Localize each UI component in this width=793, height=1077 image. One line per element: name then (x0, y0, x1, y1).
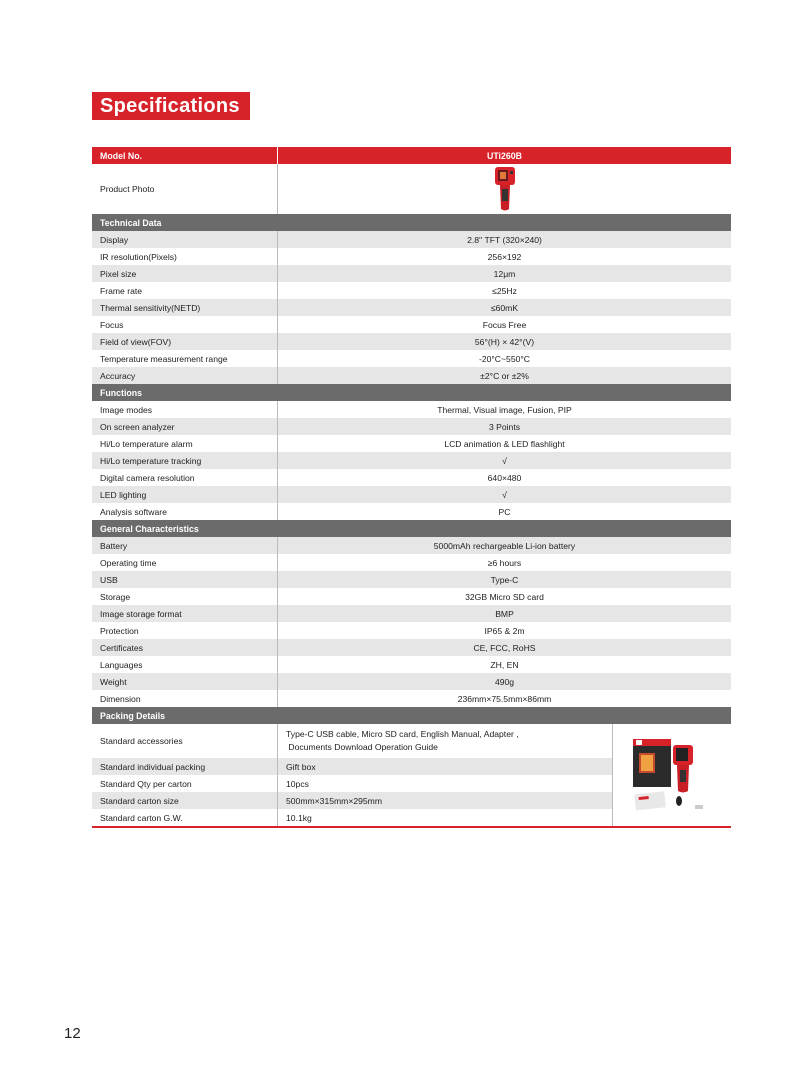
table-row (92, 452, 731, 469)
table-row (92, 333, 731, 350)
row-label: Display (92, 231, 278, 248)
row-value: LCD animation & LED flashlight (444, 438, 565, 449)
accessories-line-1: Type-C USB cable, Micro SD card, English Manual, Adapter , (286, 729, 519, 739)
table-row (92, 248, 731, 265)
row-label: Certificates (92, 639, 278, 656)
table-row (92, 537, 731, 554)
row-value: 3 Points (488, 421, 521, 432)
row-label: Digital camera resolution (92, 469, 278, 486)
row-value: 32GB Micro SD card (465, 591, 544, 602)
row-value: 2.8'' TFT (320×240) (467, 234, 542, 245)
section-functions: Functions (92, 384, 731, 401)
row-label: IR resolution(Pixels) (92, 248, 278, 265)
row-label: Protection (92, 622, 278, 639)
table-row (92, 299, 731, 316)
table-row (92, 639, 731, 656)
table-row (92, 809, 613, 826)
row-value: ≤25Hz (492, 285, 517, 296)
row-value: Focus Free (482, 319, 527, 330)
table-row (92, 231, 731, 248)
row-label: Field of view(FOV) (92, 333, 278, 350)
table-row (92, 588, 731, 605)
table-row (92, 690, 731, 707)
table-row (92, 605, 731, 622)
row-value: ZH, EN (490, 659, 519, 670)
row-value: Gift box (278, 758, 613, 775)
row-label: Standard individual packing (92, 758, 278, 775)
row-value: 500mm×315mm×295mm (278, 792, 613, 809)
packing-block (92, 724, 731, 826)
row-value: IP65 & 2m (484, 625, 525, 636)
row-value: 12μm (493, 268, 516, 279)
row-label: Focus (92, 316, 278, 333)
row-label: Temperature measurement range (92, 350, 278, 367)
row-value: -20°C~550°C (478, 353, 531, 364)
row-value: BMP (495, 608, 514, 619)
row-value: Thermal, Visual image, Fusion, PIP (437, 404, 572, 415)
product-photo-label: Product Photo (92, 164, 278, 214)
row-label: Standard carton G.W. (92, 809, 278, 826)
row-value: 236mm×75.5mm×86mm (457, 693, 552, 704)
table-row (92, 656, 731, 673)
table-row (92, 673, 731, 690)
section-packing-details: Packing Details (92, 707, 731, 724)
row-label: Battery (92, 537, 278, 554)
model-header-row (92, 147, 731, 164)
spec-table (92, 147, 731, 828)
row-label: USB (92, 571, 278, 588)
row-value: PC (498, 506, 511, 517)
table-row (92, 792, 613, 809)
row-value: √ (502, 455, 507, 466)
row-label: Analysis software (92, 503, 278, 520)
table-bottom-rule (92, 826, 731, 828)
row-value: 640×480 (487, 472, 522, 483)
row-value: 10.1kg (278, 809, 613, 826)
row-label: Languages (92, 656, 278, 673)
row-label: LED lighting (92, 486, 278, 503)
row-label: Operating time (92, 554, 278, 571)
table-row (92, 401, 731, 418)
table-row (92, 775, 613, 792)
table-row (92, 622, 731, 639)
row-label: Standard accessories (92, 724, 278, 758)
table-row (92, 316, 731, 333)
product-photo-row (92, 164, 731, 214)
section-technical-data: Technical Data (92, 214, 731, 231)
row-label: Storage (92, 588, 278, 605)
model-label: Model No. (92, 147, 278, 164)
row-value: ≤60mK (490, 302, 519, 313)
thermal-camera-image (492, 165, 518, 213)
row-value: 490g (494, 676, 515, 687)
row-label: Pixel size (92, 265, 278, 282)
gift-box-image (629, 735, 715, 815)
table-row (92, 282, 731, 299)
row-label: Weight (92, 673, 278, 690)
table-row (92, 418, 731, 435)
row-value: 256×192 (487, 251, 522, 262)
row-value: Type-C (490, 574, 519, 585)
row-label: On screen analyzer (92, 418, 278, 435)
row-value: 5000mAh rechargeable Li-ion battery (433, 540, 576, 551)
row-label: Hi/Lo temperature tracking (92, 452, 278, 469)
row-label: Image modes (92, 401, 278, 418)
table-row (92, 571, 731, 588)
row-label: Accuracy (92, 367, 278, 384)
table-row (92, 486, 731, 503)
table-row (92, 469, 731, 486)
table-row (92, 724, 613, 758)
table-row (92, 435, 731, 452)
table-row (92, 265, 731, 282)
row-label: Hi/Lo temperature alarm (92, 435, 278, 452)
row-label: Standard Qty per carton (92, 775, 278, 792)
table-row (92, 350, 731, 367)
row-label: Standard carton size (92, 792, 278, 809)
table-row (92, 758, 613, 775)
row-label: Thermal sensitivity(NETD) (92, 299, 278, 316)
section-general-characteristics: General Characteristics (92, 520, 731, 537)
table-row (92, 503, 731, 520)
row-value: CE, FCC, RoHS (473, 642, 536, 653)
row-value: ≥6 hours (487, 557, 522, 568)
table-row (92, 554, 731, 571)
row-value: 10pcs (278, 775, 613, 792)
page-number: 12 (64, 1025, 81, 1042)
row-value: √ (502, 489, 507, 500)
row-value: 56°(H) × 42°(V) (474, 336, 535, 347)
row-label: Frame rate (92, 282, 278, 299)
package-image (613, 724, 731, 826)
table-row (92, 367, 731, 384)
row-label: Image storage format (92, 605, 278, 622)
row-value (278, 724, 613, 758)
row-label: Dimension (92, 690, 278, 707)
accessories-line-2: Documents Download Operation Guide (286, 742, 438, 752)
model-value: UTi260B (486, 150, 523, 161)
page-title: Specifications (92, 92, 250, 120)
row-value: ±2°C or ±2% (480, 370, 529, 381)
